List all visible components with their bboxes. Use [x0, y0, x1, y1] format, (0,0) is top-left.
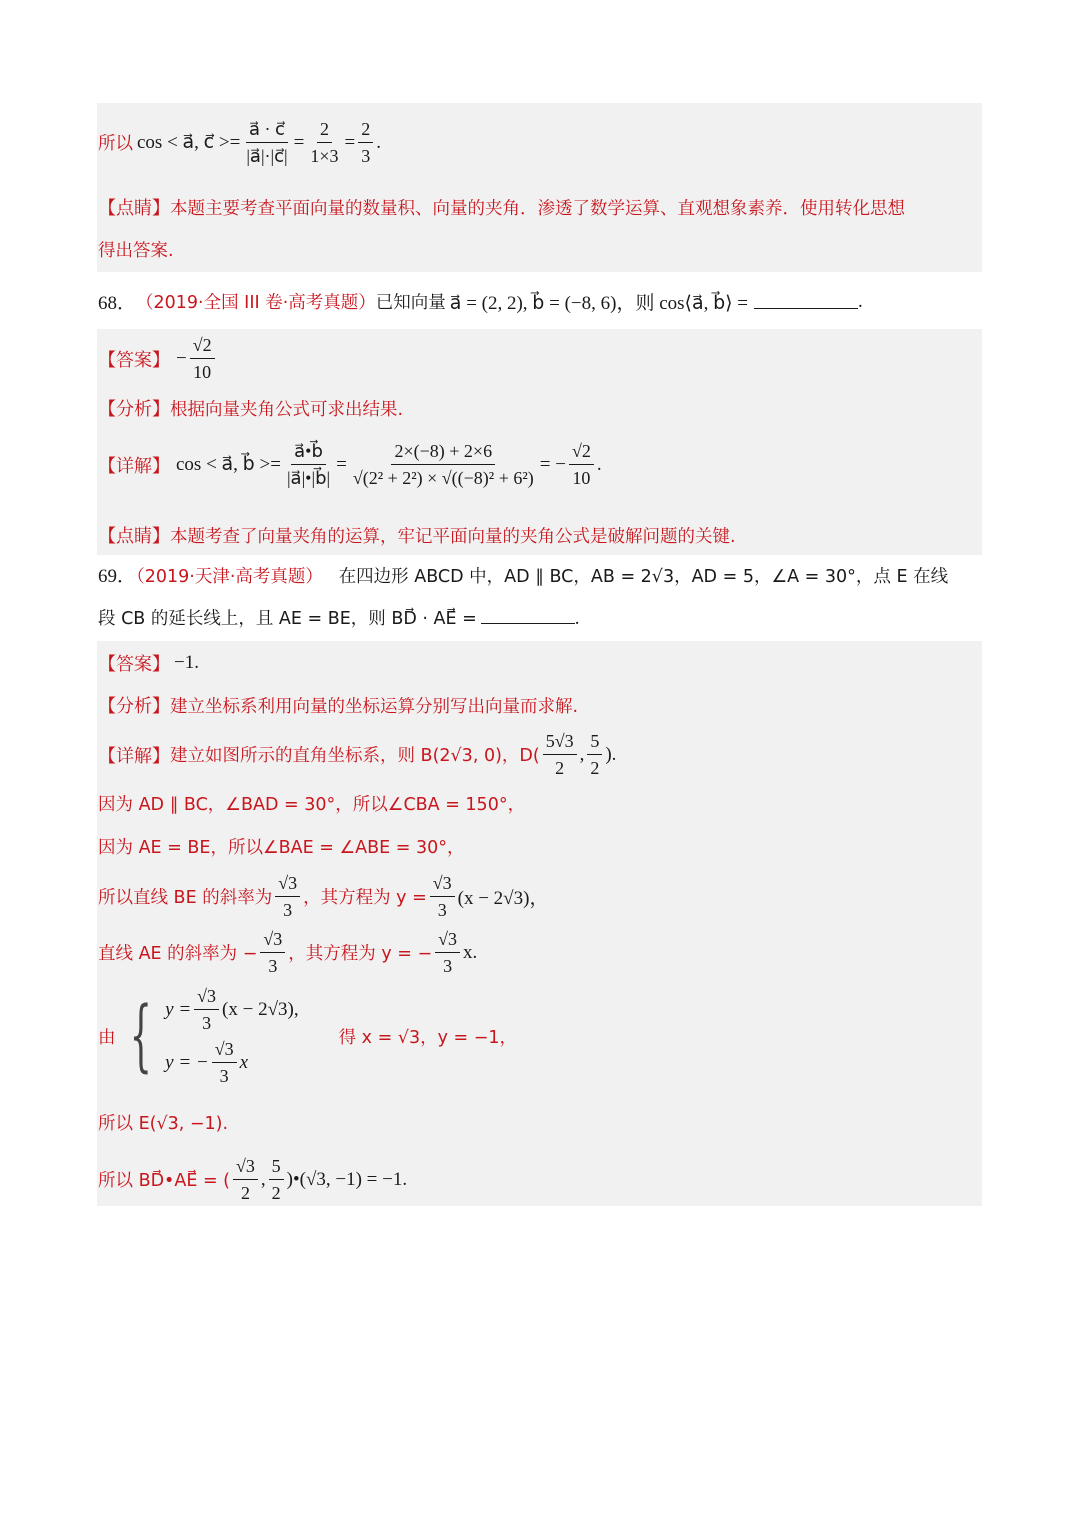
detail-tag: 【详解】	[98, 455, 170, 477]
prev-dianjing: 【点睛】本题主要考查平面向量的数量积、向量的夹角．渗透了数学运算、直观想象素养．使用转化思想 得出答案.	[98, 198, 905, 261]
prev-cos-line: 所以 cos < a⃗, c⃗ >= $\frac{a⃗ \cdot c⃗}{|a⃗|\cdot|c⃗|}$ = $\frac{2}{1\times 3}$ = $\frac{2}{3}$ .	[98, 119, 381, 166]
q69-l4-frac-2: $\frac{√3}{3}$	[435, 928, 460, 977]
q69-line-6: 所以 BD⃗•AE⃗ = ( $\frac{√3}{2}$ , $\frac{5}{2}$ )•(√3, −1) = −1.	[98, 1156, 408, 1203]
q69-d-frac-1: $\frac{5√3}{2}$	[543, 730, 577, 779]
q69-l4-frac-1: $\frac{√3}{3}$	[260, 928, 285, 977]
prev-prefix: 所以	[98, 134, 133, 154]
dianjing-tag: 【点睛】	[98, 526, 170, 547]
left-brace-icon: {	[129, 991, 152, 1081]
q69-solution-block	[97, 641, 982, 1206]
q69-detail: 【详解】 建立如图所示的直角坐标系，则 B(2√3, 0)，D( $\frac{5√3}{2}$ , $\frac{5}{2}$ ).	[98, 731, 617, 778]
q69-line-5: 所以 E(√3, −1).	[98, 1114, 229, 1134]
sys-frac-1: $\frac{√3}{3}$	[194, 985, 219, 1034]
answer-tag: 【答案】	[98, 349, 170, 371]
q69-answer-blank	[481, 609, 575, 624]
q69-l3-frac-2: $\frac{√3}{3}$	[430, 872, 455, 921]
q68-detail-frac-2: $\frac{2\times(-8) + 2\times 6}{\text{√(2² + 2²) × √((−8)² + 6²)}}$	[352, 441, 534, 488]
q69-line-2: 因为 AE = BE，所以∠BAE = ∠ABE = 30°，	[98, 838, 465, 858]
q68-stem: 68． （2019·全国 III 卷·高考真题） 已知向量 a⃗ = (2, 2), b⃗ = (−8, 6)，则 cos⟨a⃗, b⃗⟩ = .	[98, 288, 863, 315]
q68-number: 68．	[98, 293, 137, 314]
q68-detail: 【详解】 cos < a⃗, b⃗ >= $\frac{a⃗•b⃗}{|a⃗|•|b⃗|}$ = $\frac{2\times(-8) + 2\times 6}{\text{√(2² + 2²) × √((−8)² + 6²)}}$ = − $\frac{√2}{10}$ .	[98, 441, 602, 488]
q69-source: （2019·天津·高考真题）	[136, 567, 323, 587]
q68-dianjing: 【点睛】 本题考查了向量夹角的运算，牢记平面向量的夹角公式是破解问题的关键.	[98, 522, 736, 548]
prev-frac-1: $\frac{a⃗ \cdot c⃗}{|a⃗|\cdot|c⃗|}$	[246, 119, 288, 166]
q69-line-3: 所以直线 BE 的斜率为 $\frac{√3}{3}$ ，其方程为 y = $\frac{√3}{3}$ (x − 2√3)，	[98, 873, 549, 920]
detail-tag: 【详解】	[98, 745, 170, 767]
q69-l3-frac-1: $\frac{√3}{3}$	[275, 872, 300, 921]
equation-system: y = $\frac{√3}{3}$ (x − 2√3), y = − $\frac{√3}{3}$ x	[165, 986, 299, 1086]
q68-answer-frac: $\frac{√2}{10}$	[190, 334, 215, 383]
q68-answer-blank	[754, 294, 858, 309]
q69-system: 由 { y = $\frac{√3}{3}$ (x − 2√3), y = − $\frac{√3}{3}$ x 得 x = √3，y = −1，	[98, 986, 518, 1086]
q69-analysis: 【分析】 建立坐标系利用向量的坐标运算分别写出向量而求解.	[98, 692, 578, 718]
q68-detail-frac-1: $\frac{a⃗•b⃗}{|a⃗|•|b⃗|}$	[286, 441, 331, 488]
answer-tag: 【答案】	[98, 654, 170, 675]
q69-line-4: 直线 AE 的斜率为 − $\frac{√3}{3}$ ，其方程为 y = − $\frac{√3}{3}$ x.	[98, 929, 478, 976]
q68-analysis: 【分析】 根据向量夹角公式可求出结果.	[98, 395, 403, 421]
sys-frac-2: $\frac{√3}{3}$	[212, 1038, 237, 1087]
analysis-tag: 【分析】	[98, 399, 170, 420]
q69-line-1: 因为 AD ∥ BC，∠BAD = 30°，所以∠CBA = 150°，	[98, 795, 526, 815]
q68-answer: 【答案】 − $\frac{√2}{10}$	[98, 334, 218, 383]
q69-answer: 【答案】 −1.	[98, 652, 199, 675]
q68-detail-frac-3: $\frac{√2}{10}$	[569, 440, 594, 489]
q69-l6-frac-1: $\frac{√3}{2}$	[233, 1155, 258, 1204]
prev-frac-3: $\frac{2}{3}$	[358, 118, 373, 167]
prev-lhs: cos < a⃗, c⃗ >=	[137, 132, 241, 153]
dianjing-tag: 【点睛】	[98, 198, 170, 219]
analysis-tag: 【分析】	[98, 696, 170, 717]
q69-d-frac-2: $\frac{5}{2}$	[587, 730, 602, 779]
q69-l6-frac-2: $\frac{5}{2}$	[269, 1155, 284, 1204]
q68-source: （2019·全国 III 卷·高考真题）	[136, 293, 376, 313]
prev-frac-2: $\frac{2}{1\times 3}$	[310, 119, 339, 166]
q69-number: 69．	[98, 566, 137, 587]
q69-stem: 69．（2019·天津·高考真题） 在四边形 ABCD 中，AD ∥ BC，AB = 2√3，AD = 5，∠A = 30°，点 E 在线 段 CB 的延长线上，且 AE = BE，则 BD⃗ · AE⃗ = .	[98, 566, 949, 629]
